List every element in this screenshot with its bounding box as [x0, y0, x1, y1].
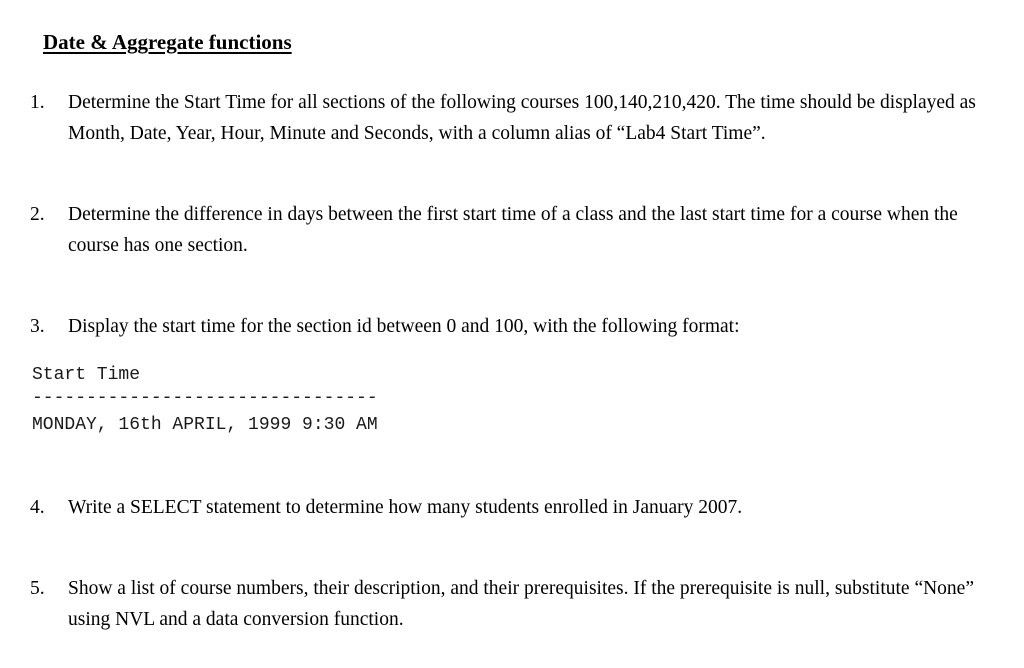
question-1: [30, 87, 1000, 149]
sample-output-separator: --------------------------------: [32, 388, 378, 408]
question-4: [30, 492, 1000, 523]
question-number: 1.: [30, 92, 45, 113]
question-number: 2.: [30, 204, 45, 225]
document-title: Date & Aggregate functions: [43, 30, 292, 54]
sample-output-header: Start Time: [32, 365, 141, 385]
question-text: Display the start time for the section id between 0 and 100, with the following format:: [68, 316, 740, 337]
question-2: [30, 199, 1000, 261]
question-3: [30, 311, 1000, 342]
question-number: 5.: [30, 578, 45, 599]
question-number: 4.: [30, 497, 45, 518]
question-text: Show a list of course numbers, their description, and their prerequisites. If the prerequisite is null, substitute “None” using NVL and a data conversion function.: [68, 578, 974, 630]
sample-output-value: MONDAY, 16th APRIL, 1999 9:30 AM: [32, 415, 378, 435]
question-5: [30, 573, 1000, 635]
question-number: 3.: [30, 316, 45, 337]
question-text: Determine the Start Time for all sections of the following courses 100,140,210,420. The time should be displayed as Month, Date, Year, Hour, Minute and Seconds, with a column alias of “Lab4 Start Time”.: [68, 92, 976, 144]
question-text: Write a SELECT statement to determine how many students enrolled in January 2007.: [68, 497, 743, 518]
question-text: Determine the difference in days between the first start time of a class and the last start time for a course when the course has one section.: [68, 204, 958, 256]
